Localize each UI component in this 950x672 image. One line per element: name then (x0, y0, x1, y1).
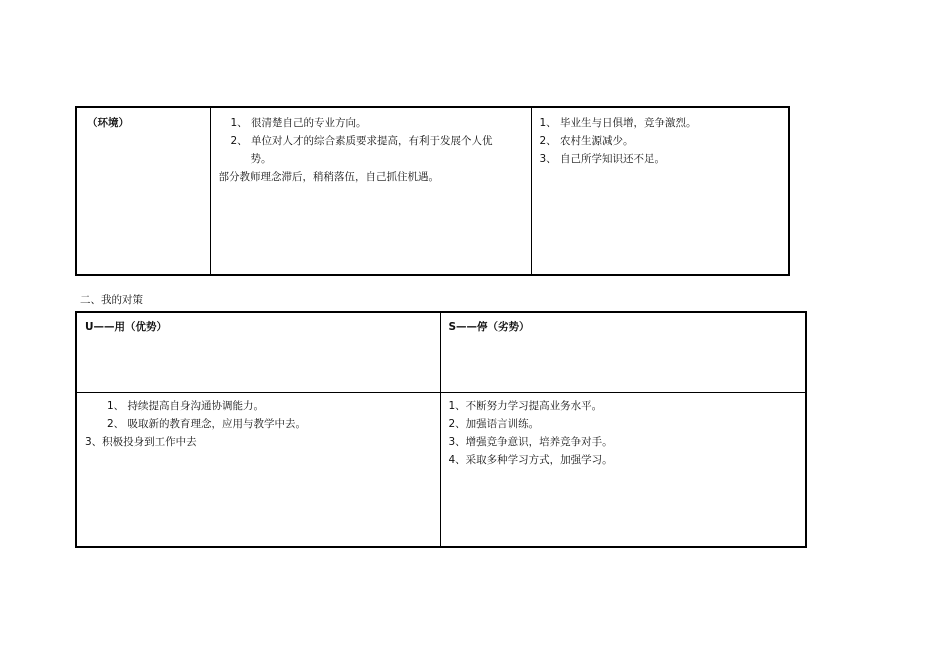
weakness-strategy-item: 3、增强竞争意识，培养竞争对手。 (448, 435, 613, 448)
opportunities-cell (210, 107, 531, 275)
environment-label: （环境） (87, 117, 129, 129)
weakness-header-cell (440, 312, 806, 392)
section-heading: 二、我的对策 (80, 294, 143, 306)
weakness-strategies-cell (440, 392, 806, 547)
threat-item: 3、 自己所学知识还不足。 (539, 153, 666, 165)
opportunity-item-continuation: 势。 (250, 153, 272, 165)
opportunity-note: 部分教师理念滞后，稍稍落伍，自己抓住机遇。 (218, 171, 439, 183)
weakness-strategy-item: 4、采取多种学习方式，加强学习。 (448, 453, 613, 466)
weakness-header: S——停（劣势） (448, 321, 530, 333)
strategy-table (75, 311, 807, 548)
strength-strategies-cell (76, 392, 440, 547)
strength-header-cell (76, 312, 440, 392)
opportunity-item: 1、 很清楚自己的专业方向。 (230, 117, 367, 129)
threat-item: 2、 农村生源减少。 (539, 135, 634, 147)
opportunity-item: 2、 单位对人才的综合素质要求提高，有利于发展个人优 (230, 135, 493, 147)
threats-cell (531, 107, 789, 275)
strength-strategy-item: 2、 吸取新的教育理念，应用与教学中去。 (107, 417, 307, 430)
weakness-strategy-item: 1、不断努力学习提高业务水平。 (448, 399, 603, 412)
environment-label-cell (76, 107, 210, 275)
threat-item: 1、 毕业生与日俱增，竞争激烈。 (539, 117, 697, 129)
weakness-strategy-item: 2、加强语言训练。 (448, 417, 540, 430)
strength-strategy-item: 3、积极投身到工作中去 (85, 435, 197, 448)
swot-environment-table (75, 106, 790, 276)
strength-header: U——用（优势） (85, 321, 168, 333)
strength-strategy-item: 1、 持续提高自身沟通协调能力。 (107, 399, 265, 412)
